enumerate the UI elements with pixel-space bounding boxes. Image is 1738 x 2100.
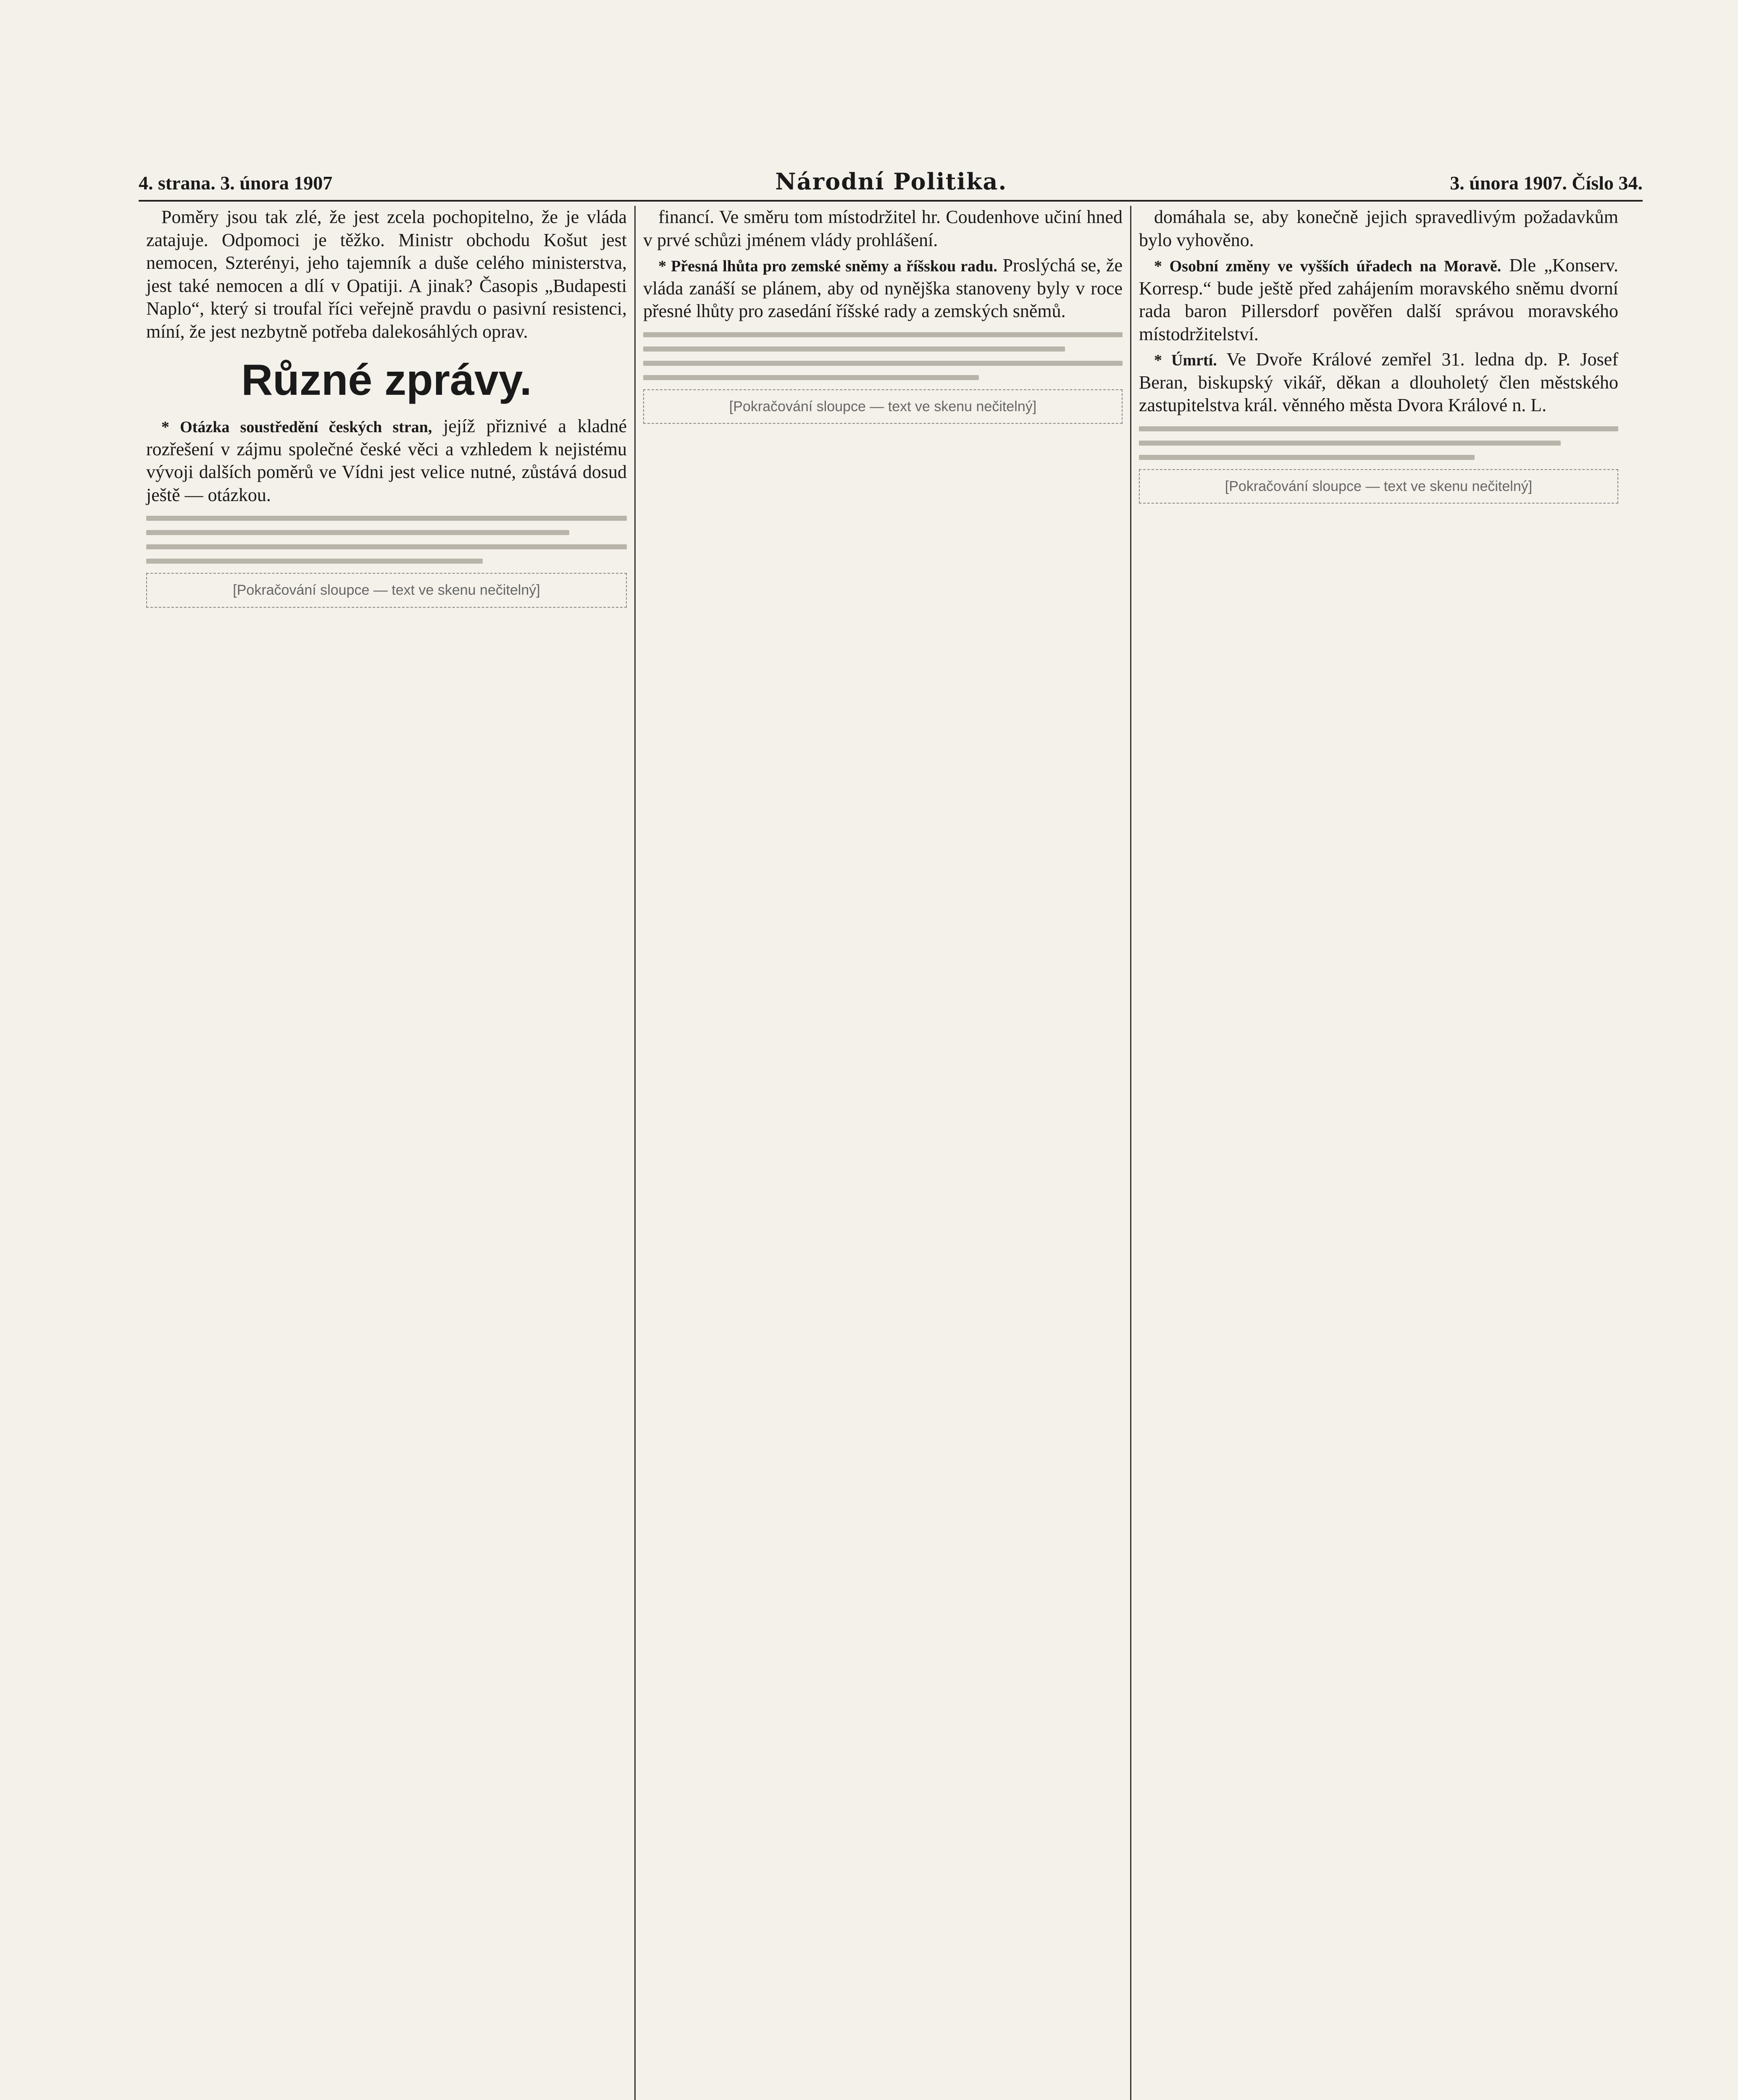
illegible-text-line bbox=[146, 559, 483, 564]
intro-paragraph: financí. Ve směru tom místodržitel hr. Coudenhove učiní hned v prvé schůzi jménem vlády prohlášení. bbox=[643, 207, 1123, 250]
illegible-text-line bbox=[643, 332, 1123, 337]
page-number-date: 4. strana. 3. února 1907 bbox=[139, 172, 333, 194]
news-item bbox=[643, 254, 1123, 323]
column-1 bbox=[139, 206, 634, 2100]
illegible-text-line bbox=[146, 516, 627, 521]
news-item-lead: * Otázka soustředění českých stran, bbox=[161, 418, 432, 436]
illegible-continuation: [Pokračování sloupce — text ve skenu nečitelný] bbox=[146, 573, 627, 607]
news-item bbox=[146, 415, 627, 507]
news-item bbox=[1139, 254, 1618, 346]
intro-paragraph: Poměry jsou tak zlé, že jest zcela pochopitelno, že je vláda zatajuje. Odpomoci je těžko. Ministr obchodu Košut jest nemocen, Szterényi, jeho tajemník a duše celého ministerstva, jest také nemocen a dlí v Opatiji. A jinak? Časopis „Budapesti Naplo“, který si troufal říci veřejně pravdu o pasivní resistenci, míní, že jest nezbytně potřeba dalekosáhlých oprav. bbox=[146, 207, 627, 342]
section-title: Různé zprávy. bbox=[241, 356, 532, 405]
illegible-text-line bbox=[643, 361, 1123, 366]
running-head bbox=[139, 168, 1643, 197]
columns bbox=[139, 206, 1643, 2100]
column-3 bbox=[1130, 206, 1626, 2100]
illegible-text-line bbox=[146, 530, 569, 535]
illegible-continuation: [Pokračování sloupce — text ve skenu nečitelný] bbox=[1139, 469, 1618, 504]
news-item-lead: * Přesná lhůta pro zemské sněmy a říšskou radu. bbox=[658, 257, 997, 276]
news-item-lead: * Úmrtí. bbox=[1154, 352, 1217, 370]
newspaper-page bbox=[139, 168, 1643, 2100]
masthead: Národní Politika. bbox=[775, 168, 1007, 195]
news-item-text: jejíž přiznivé a kladné rozřešení v zájmu společné české věci a vzhledem k nejistému vývoji dalších poměrů ve Vídni jest velice nutné, zůstává dosud ještě — otázkou. bbox=[146, 416, 627, 505]
illegible-text-line bbox=[146, 544, 627, 549]
illegible-text-line bbox=[1139, 455, 1475, 460]
header-rule bbox=[139, 200, 1643, 202]
illegible-text-line bbox=[1139, 441, 1561, 446]
date-issue-number: 3. února 1907. Číslo 34. bbox=[1450, 172, 1643, 194]
news-item-lead: * Osobní změny ve vyšších úřadech na Moravě. bbox=[1154, 257, 1501, 276]
news-item-text: Proslýchá se, že vláda zanáší se plánem, aby od nynějška stanoveny byly v roce přesné lhůty pro zasedání říšské rady a zemských sněmů. bbox=[643, 255, 1123, 322]
illegible-text-line bbox=[1139, 426, 1618, 431]
news-item-text: Ve Dvoře Králové zemřel 31. ledna dp. P. Josef Beran, biskupský vikář, děkan a dlouholetý člen městského zastupitelstva král. věnného města Dvora Králové n. L. bbox=[1139, 349, 1618, 416]
illegible-text-line bbox=[643, 375, 979, 380]
intro-paragraph: domáhala se, aby konečně jejich spravedlivým požadavkům bylo vyhověno. bbox=[1139, 207, 1618, 250]
column-2 bbox=[634, 206, 1130, 2100]
illegible-text-line bbox=[643, 346, 1065, 352]
illegible-continuation: [Pokračování sloupce — text ve skenu nečitelný] bbox=[643, 389, 1123, 424]
news-item bbox=[1139, 348, 1618, 417]
news-item-text: Dle „Konserv. Korresp.“ bude ještě před zahájením moravského sněmu dvorní rada baron Pillersdorf pověřen další správou moravského místodržitelství. bbox=[1139, 255, 1619, 344]
